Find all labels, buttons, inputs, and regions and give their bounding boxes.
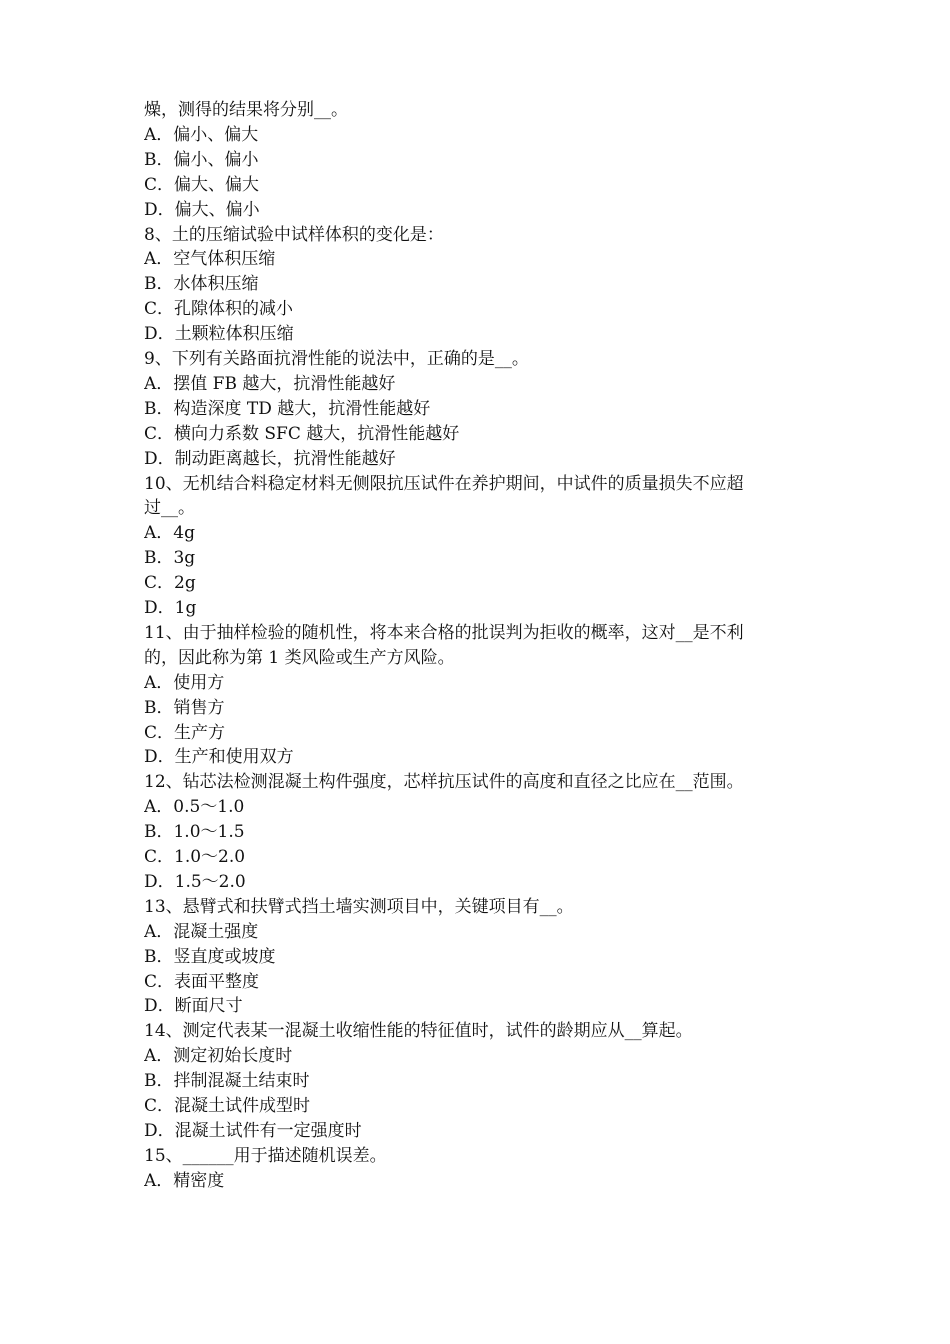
text-line: 9、下列有关路面抗滑性能的说法中，正确的是__。 xyxy=(144,349,529,369)
text-line: B．1.0～1.5 xyxy=(144,822,245,842)
text-line: B．偏小、偏小 xyxy=(144,150,259,170)
text-line: A．0.5～1.0 xyxy=(144,797,245,817)
text-line: B．水体积压缩 xyxy=(144,274,259,294)
text-line: C．生产方 xyxy=(144,723,226,743)
text-line: 12、钻芯法检测混凝土构件强度，芯样抗压试件的高度和直径之比应在__范围。 xyxy=(144,772,744,792)
text-line: 燥，测得的结果将分别__。 xyxy=(144,100,348,120)
text-line: D．制动距离越长，抗滑性能越好 xyxy=(144,449,396,469)
text-line: D．土颗粒体积压缩 xyxy=(144,324,294,344)
text-line: A．空气体积压缩 xyxy=(144,249,276,269)
text-line: 的，因此称为第 1 类风险或生产方风险。 xyxy=(144,648,455,668)
text-line: 15、______用于描述随机误差。 xyxy=(144,1146,387,1166)
text-line: C．2g xyxy=(144,573,196,593)
text-line: C．1.0～2.0 xyxy=(144,847,246,867)
text-line: B．销售方 xyxy=(144,698,225,718)
text-line: A．摆值 FB 越大，抗滑性能越好 xyxy=(144,374,396,394)
text-line: 8、土的压缩试验中试样体积的变化是： xyxy=(144,225,444,245)
text-line: B．拌制混凝土结束时 xyxy=(144,1071,310,1091)
text-line: 10、无机结合料稳定材料无侧限抗压试件在养护期间，中试件的质量损失不应超 xyxy=(144,474,744,494)
text-line: D．1g xyxy=(144,598,197,618)
text-line: A．测定初始长度时 xyxy=(144,1046,293,1066)
text-line: D．1.5～2.0 xyxy=(144,872,246,892)
text-line: 过__。 xyxy=(144,498,195,518)
text-line: 11、由于抽样检验的随机性，将本来合格的批误判为拒收的概率，这对__是不利 xyxy=(144,623,744,643)
text-line: B．竖直度或坡度 xyxy=(144,947,276,967)
text-line: C．偏大、偏大 xyxy=(144,175,260,195)
text-line: D．混凝土试件有一定强度时 xyxy=(144,1121,362,1141)
text-line: A．混凝土强度 xyxy=(144,922,259,942)
text-line: C．孔隙体积的减小 xyxy=(144,299,294,319)
text-line: 14、测定代表某一混凝土收缩性能的特征值时，试件的龄期应从__算起。 xyxy=(144,1021,693,1041)
text-line: C．混凝土试件成型时 xyxy=(144,1096,311,1116)
text-line: A．精密度 xyxy=(144,1171,225,1191)
text-line: B．3g xyxy=(144,548,196,568)
text-line: D．断面尺寸 xyxy=(144,996,243,1016)
text-line: C．表面平整度 xyxy=(144,972,260,992)
text-line: D．生产和使用双方 xyxy=(144,747,294,767)
text-line: D．偏大、偏小 xyxy=(144,200,260,220)
text-line: B．构造深度 TD 越大，抗滑性能越好 xyxy=(144,399,431,419)
text-line: A．4g xyxy=(144,523,195,543)
text-line: A．偏小、偏大 xyxy=(144,125,259,145)
text-line: C．横向力系数 SFC 越大，抗滑性能越好 xyxy=(144,424,460,444)
text-line: A．使用方 xyxy=(144,673,225,693)
text-line: 13、悬臂式和扶臂式挡土墙实测项目中，关键项目有__。 xyxy=(144,897,574,917)
